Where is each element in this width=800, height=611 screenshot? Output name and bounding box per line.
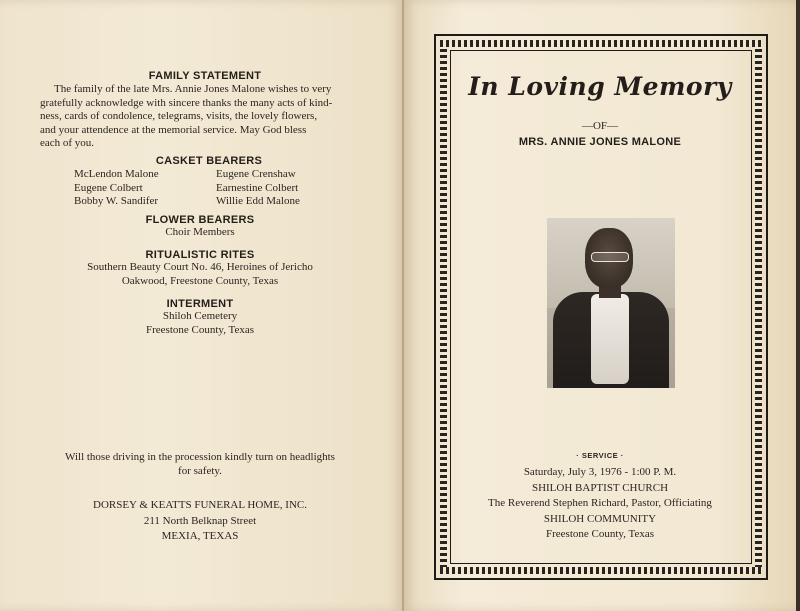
text-line: for safety. [178,464,222,477]
text-line: Will those driving in the procession kindly turn on headlights [65,451,335,463]
of-line: —OF— [581,120,619,132]
casket-bearers-left-column [74,168,202,209]
service-community: SHILOH COMMUNITY [543,512,657,525]
flower-bearers-heading: FLOWER BEARERS [145,214,255,226]
text-line: Freestone County, Texas [146,323,254,336]
text-line: each of you. [40,137,95,149]
family-statement [40,70,370,151]
deceased-name: MRS. ANNIE JONES MALONE [518,136,682,148]
family-statement-text [40,83,370,151]
text-line: Shiloh Cemetery [162,310,238,322]
casket-bearers [74,155,344,209]
memorial-title: In Loving Memory [468,72,732,101]
funeral-home-address: 211 North Belknap Street [143,514,257,527]
text-line: gratefully acknowledge with sincere thanks the many acts of kind- [40,96,333,109]
bearer-name: McLendon Malone [74,168,159,180]
ritualistic-rites [40,249,360,288]
bearer-name: Bobby W. Sandifer [74,195,159,207]
casket-bearers-right-column [202,168,344,209]
flower-bearers [60,214,340,240]
casket-bearers-heading: CASKET BEARERS [155,155,263,167]
service-details [410,465,790,543]
procession-note [30,451,370,478]
text-line: Southern Beauty Court No. 46, Heroines of Jericho [87,261,313,273]
interment [60,298,340,337]
service-date: Saturday, July 3, 1976 - 1:00 P. M. [523,466,677,478]
service-county: Freestone County, Texas [546,528,654,540]
family-statement-heading: FAMILY STATEMENT [148,70,262,82]
bearer-name: Eugene Colbert [74,181,143,194]
interment-heading: INTERMENT [166,298,234,310]
ritualistic-rites-heading: RITUALISTIC RITES [145,249,255,261]
funeral-home-name: DORSEY & KEATTS FUNERAL HOME, INC. [93,499,307,511]
service-officiant: The Reverend Stephen Richard, Pastor, Officiating [488,497,712,509]
funeral-home-city: MEXIA, TEXAS [161,530,239,542]
portrait-photo [547,218,675,388]
text-line: Oakwood, Freestone County, Texas [121,274,279,287]
scan-edge [796,0,800,611]
flower-bearers-text: Choir Members [165,226,235,238]
bearer-name: Eugene Crenshaw [216,168,296,180]
text-line: and your attendence at the memorial service. May God bless [40,123,307,136]
service-label: · SERVICE · [576,451,624,460]
bearer-name: Willie Edd Malone [216,195,300,207]
bearer-name: Earnestine Colbert [216,181,299,194]
text-line: The family of the late Mrs. Annie Jones Malone wishes to very [54,83,332,95]
service-church: SHILOH BAPTIST CHURCH [531,481,669,494]
text-line: ness, cards of condolence, telegrams, visits, the lovely flowers, [40,110,318,122]
funeral-home [40,498,360,545]
